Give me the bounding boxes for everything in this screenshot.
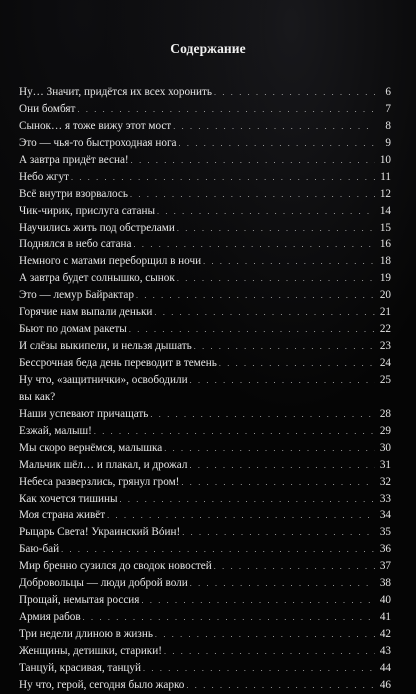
toc-entry-title: И слёзы выкипели, и нельзя дышать	[19, 340, 192, 353]
toc-entry	[19, 304, 391, 321]
toc-entry-page-number: 15	[379, 221, 391, 234]
toc-entry	[19, 524, 391, 541]
toc-entry-page-number: 16	[379, 238, 391, 251]
toc-entry	[19, 253, 391, 270]
toc-entry-page-number: 6	[385, 86, 391, 98]
page-title: Содержание	[170, 41, 246, 56]
toc-entry-title: Бессрочная беда день переводит в темень	[19, 357, 217, 369]
toc-entry	[19, 575, 391, 592]
toc-entry	[19, 236, 391, 253]
toc-entry-page-number: 11	[380, 170, 391, 183]
toc-entry-title: Ну… Значит, придётся их всех хоронить	[19, 86, 212, 98]
toc-entry-title: Три недели длиною в жизнь	[19, 628, 153, 640]
toc-entry-page-number: 43	[379, 644, 391, 657]
dot-leader	[107, 508, 375, 524]
toc-entry-title: Это — лемур Байрактар	[19, 289, 134, 302]
toc-entry-page-number: 41	[379, 611, 391, 624]
toc-entry-title: Ну что, герой, сегодня было жарко	[19, 678, 185, 691]
toc-entry-title: Сынок… я тоже вижу этот мост	[19, 119, 172, 132]
toc-entry-title: Немного с матами переборщил в ночи	[19, 255, 202, 268]
toc-entry	[19, 203, 391, 220]
toc-entry-page-number: 25	[379, 373, 391, 386]
dot-leader	[177, 271, 375, 287]
toc-entry-page-number: 19	[379, 272, 391, 285]
toc-entry-title: Танцуй, красивая, танцуй	[19, 661, 142, 674]
toc-entry	[19, 186, 391, 203]
dot-leader	[134, 237, 375, 253]
toc-entry	[19, 152, 391, 169]
toc-entry-title: Рыцарь Света! Украинский Вóин!	[19, 526, 181, 539]
toc-entry-page-number: 28	[379, 407, 391, 420]
toc-entry	[19, 287, 391, 304]
toc-entry	[19, 507, 391, 524]
toc-entry	[19, 338, 391, 355]
toc-entry-title: Это — чья-то быстроходная нога	[19, 136, 177, 149]
dot-leader	[179, 136, 375, 152]
toc-entry-title: Ну что, «защитнички», освободили	[19, 373, 188, 386]
toc-entry-page-number: 32	[379, 475, 391, 488]
toc-entry-page-number: 40	[379, 594, 391, 607]
toc-entry-page-number: 21	[379, 306, 391, 319]
toc-entry-page-number: 42	[379, 628, 391, 640]
toc-entry	[19, 592, 391, 609]
toc-entry	[19, 355, 391, 372]
toc-entry-title: Баю-бай	[19, 543, 60, 556]
toc-entry-page-number: 24	[379, 357, 391, 369]
dot-leader	[143, 661, 375, 677]
dot-leader	[154, 305, 375, 321]
toc-entry-page-number: 31	[379, 458, 391, 471]
toc-entry	[19, 101, 391, 118]
toc-entry-page-number: 20	[379, 289, 391, 302]
toc-entry-title: Небо жгут	[19, 170, 69, 183]
dot-leader	[164, 644, 375, 660]
toc-entry	[19, 626, 391, 643]
toc-entry	[19, 541, 391, 558]
dot-leader	[214, 559, 375, 575]
toc-entry-page-number: 12	[379, 187, 391, 200]
dot-leader	[136, 288, 375, 304]
dot-leader	[190, 373, 375, 389]
toc-entry	[19, 491, 391, 508]
dot-leader	[182, 525, 375, 541]
toc-entry	[19, 406, 391, 423]
toc-entry-page-number: 29	[379, 424, 391, 437]
toc-entry-page-number: 44	[379, 661, 391, 674]
dot-leader	[71, 170, 375, 186]
dot-leader	[173, 119, 375, 135]
table-of-contents	[19, 84, 391, 694]
toc-entry-title: Мы скоро вернёмся, малышка	[19, 441, 163, 454]
toc-entry-title: Мир бренно сузился до сводок новостей	[19, 560, 212, 573]
toc-entry-page-number: 33	[379, 492, 391, 505]
toc-entry-title: Армия рабов	[19, 611, 81, 624]
dot-leader	[157, 204, 375, 220]
dot-leader	[61, 542, 375, 558]
toc-entry	[19, 118, 391, 135]
toc-entry	[19, 643, 391, 660]
toc-entry-title: Горячие нам выпали деньки	[19, 306, 153, 319]
toc-entry	[19, 558, 391, 575]
dot-leader	[130, 187, 375, 203]
toc-entry-page-number: 30	[379, 441, 391, 454]
dot-leader	[83, 610, 375, 626]
toc-entry-title: Мальчик шёл… и плакал, и дрожал	[19, 458, 188, 471]
toc-entry-page-number: 22	[379, 323, 391, 336]
dot-leader	[181, 475, 375, 491]
toc-entry-title: Наши успевают причащать	[19, 407, 149, 420]
dot-leader	[164, 441, 375, 457]
dot-leader	[94, 424, 375, 440]
toc-entry-title: Они бомбят	[19, 102, 76, 115]
dot-leader	[177, 221, 375, 237]
toc-entry-page-number: 37	[379, 560, 391, 573]
toc-entry-page-number: 8	[385, 119, 391, 132]
toc-entry-title: вы как?	[19, 390, 56, 403]
toc-entry	[19, 169, 391, 186]
toc-entry-title: Добровольцы — люди доброй воли	[19, 577, 188, 590]
toc-entry-page-number: 10	[379, 153, 391, 166]
toc-entry	[19, 440, 391, 457]
toc-entry-page-number: 36	[379, 543, 391, 556]
dot-leader	[120, 492, 376, 508]
toc-entry	[19, 372, 391, 389]
toc-entry-page-number: 7	[385, 102, 391, 115]
toc-entry-page-number: 35	[379, 526, 391, 539]
toc-entry-title: Всё внутри взорвалось	[19, 187, 129, 200]
toc-entry	[19, 220, 391, 237]
toc-entry-title: Небеса разверзлись, грянул гром!	[19, 475, 180, 488]
toc-entry	[19, 677, 391, 694]
dot-leader	[77, 102, 375, 118]
toc-entry	[19, 457, 391, 474]
dot-leader	[131, 153, 375, 169]
toc-entry-title: Моя страна живёт	[19, 509, 106, 522]
toc-entry-title: Езжай, малыш!	[19, 424, 92, 437]
toc-entry-title: Чик-чирик, прислуга сатаны	[19, 204, 155, 217]
toc-entry-page-number: 38	[379, 577, 391, 590]
toc-entry	[19, 474, 391, 491]
toc-entry	[19, 423, 391, 440]
toc-entry-page-number: 18	[379, 255, 391, 268]
dot-leader	[150, 407, 375, 423]
dot-leader	[219, 356, 375, 372]
toc-entry-title: А завтра будет солнышко, сынок	[19, 272, 175, 285]
toc-entry	[19, 609, 391, 626]
dot-leader	[189, 458, 375, 474]
toc-entry	[19, 389, 391, 406]
toc-entry-title: Поднялся в небо сатана	[19, 238, 132, 251]
dot-leader	[214, 85, 375, 101]
toc-entry-page-number: 34	[379, 509, 391, 522]
toc-entry-title: Как хочется тишины	[19, 492, 118, 505]
toc-entry-title: Научились жить под обстрелами	[19, 221, 175, 234]
dot-leader	[194, 339, 375, 355]
toc-entry-title: Прощай, немытая россия	[19, 594, 140, 607]
toc-entry	[19, 135, 391, 152]
toc-entry	[19, 270, 391, 287]
dot-leader	[129, 322, 375, 338]
toc-entry	[19, 84, 391, 101]
toc-entry-title: Бьют по домам ракеты	[19, 323, 127, 336]
toc-entry-page-number: 9	[385, 136, 391, 149]
dot-leader	[141, 593, 375, 609]
toc-entry-title: А завтра придёт весна!	[19, 153, 129, 166]
dot-leader	[190, 576, 375, 592]
dot-leader	[186, 678, 375, 694]
dot-leader	[203, 254, 375, 270]
toc-entry	[19, 321, 391, 338]
toc-entry-title: Женщины, детишки, старики!	[19, 644, 162, 657]
toc-entry-page-number: 14	[379, 204, 391, 217]
toc-entry	[19, 660, 391, 677]
toc-entry-page-number: 23	[379, 340, 391, 353]
toc-entry-page-number: 46	[379, 678, 391, 691]
dot-leader	[155, 627, 375, 643]
